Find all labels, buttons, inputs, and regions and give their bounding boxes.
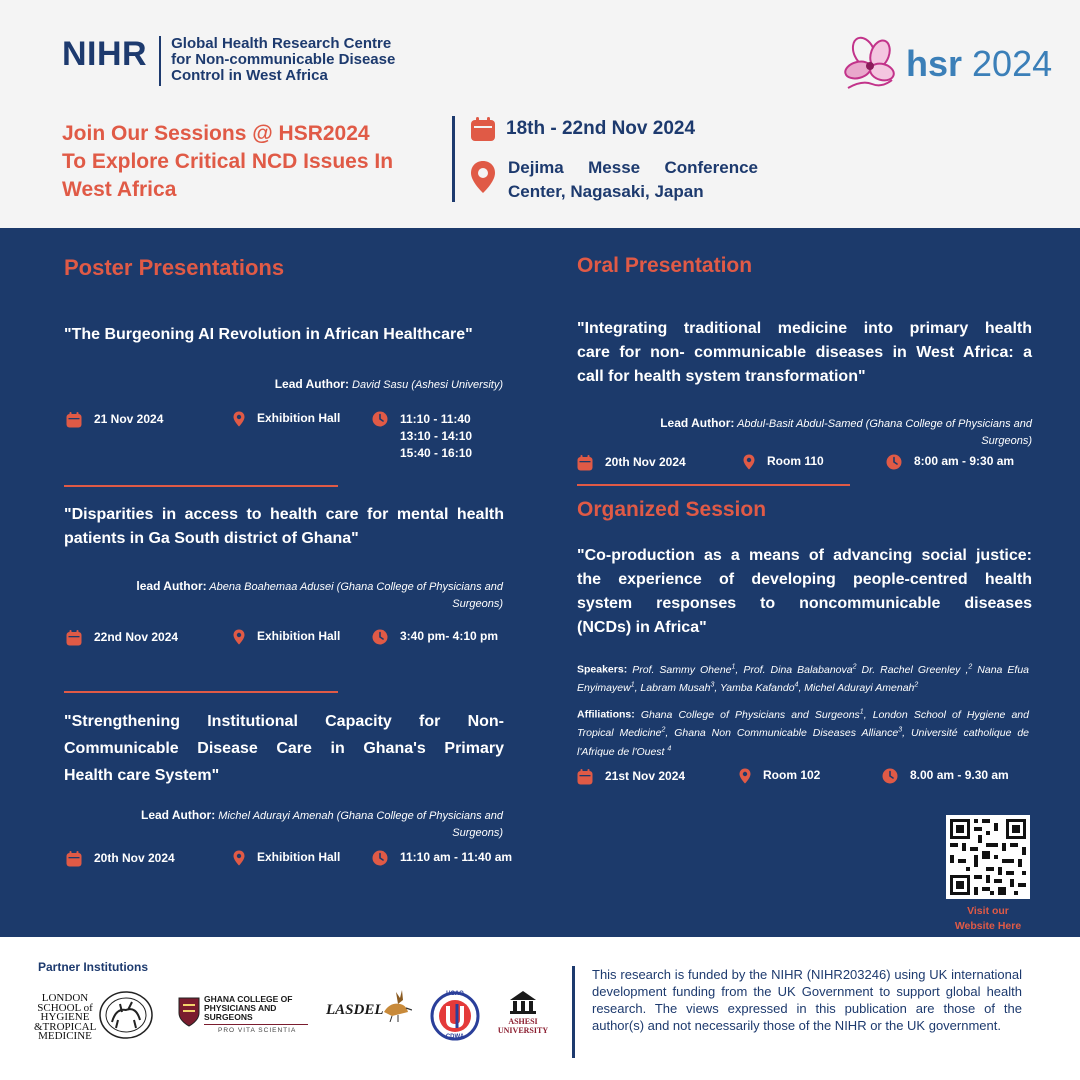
ashesi-wordmark [492,1017,554,1035]
author-label: Lead Author: [274,377,349,391]
poster-2-author [100,578,503,613]
event-date-text: 18th - 22nd Nov 2024 [506,118,696,139]
speaker-name: Dr. Rachel Greenley , [856,663,969,676]
author-affiliation: Surgeons) [981,435,1032,447]
session-date: 20th Nov 2024 [94,851,175,865]
poster-3-author [100,807,503,842]
poster-3-title [64,708,504,789]
session-time: 8:00 am - 9:30 am [914,454,1015,468]
speaker-list [577,664,1029,695]
speaker-name: , Michel Adurayi Amenah [798,682,915,694]
organized-place [739,768,820,784]
speaker-name: Nana Efua Enyimayew [577,663,1029,694]
poster-3-time [372,850,512,866]
author-name: Michel Adurayi Amenah (Ghana College of Physicians and [215,810,503,822]
nihr-line: for Non-communicable Disease [171,51,396,68]
poster-1-author [160,376,503,394]
calendar-icon [66,851,82,867]
oral-time [886,454,1014,470]
author-label: lead Author: [136,579,207,593]
gcps-line: GHANA COLLEGE OF [204,994,293,1004]
ucao-bottom-text: CDWA [445,1034,465,1040]
oral-date [577,455,686,471]
lshtm-line: MEDICINE [38,1030,92,1042]
speaker-affiliation-ref: 1 [630,681,635,689]
poster-title-line: Health care System" [64,767,220,784]
session-date: 21 Nov 2024 [94,412,164,426]
section-separator [64,485,338,487]
clock-icon [372,629,388,645]
session-place: Room 110 [767,454,824,468]
clock-icon [882,768,898,784]
lshtm-crest-icon [98,990,154,1040]
organized-speakers [577,659,1029,696]
location-pin-icon [233,850,245,866]
author-affiliation: Surgeons) [452,598,503,610]
session-place: Room 102 [763,768,821,782]
location-pin-icon [743,454,755,470]
author-affiliation: Surgeons) [452,827,503,839]
gcps-line: SURGEONS [204,1012,253,1022]
speaker-name: , Labram Musah [634,682,711,694]
gcps-rule [204,1024,308,1025]
lshtm-line: &TROPICAL [34,1020,97,1033]
poster-1-times [372,411,472,462]
organized-title-line: "Co-production as a means of advancing social justice: [577,547,1032,564]
oral-title-line: "Integrating traditional medicine into primary health [577,320,1032,337]
website-qr-code[interactable] [946,815,1030,899]
speaker-name: , Prof. Dina Balabanova [735,663,853,676]
organized-affiliations [577,704,1029,760]
nihr-line: Global Health Research Centre [171,35,392,52]
oral-title-line: care for non- communicable diseases in West Africa: a [577,344,1032,361]
hsr-flower-icon [842,36,902,94]
organized-title-line: (NCDs) in Africa" [577,619,707,636]
session-place: Exhibition Hall [257,411,341,425]
nihr-logo [62,36,421,86]
author-name: Abdul-Basit Abdul-Samed (Ghana College of Physicians and [734,418,1032,430]
poster-title-line: "Strengthening Institutional Capacity for Non- [64,713,504,730]
session-time: 11:10 - 11:40 [400,412,471,426]
affiliation-name: Ghana College of Physicians and Surgeons [634,708,860,721]
ucao-logo [430,990,480,1042]
gcps-line: PHYSICIANS AND [204,1003,277,1013]
organized-time [882,768,1009,784]
calendar-icon [577,455,593,471]
poster-title-line: "Disparities in access to health care for mental health [64,506,504,523]
speaker-affiliation-ref: 2 [968,663,973,670]
qr-caption-line: Visit our [967,905,1009,917]
venue-line: Dejima Messe Conference [508,158,758,177]
hsr-word: hsr [906,43,963,84]
location-pin-icon [739,768,751,784]
poster-1-place [233,411,340,427]
qr-caption[interactable] [940,904,1036,934]
venue-text [508,156,758,204]
session-place: Exhibition Hall [257,629,341,643]
partner-institutions-heading: Partner Institutions [38,960,149,974]
ashesi-building-icon [508,990,538,1014]
calendar-icon [577,769,593,785]
session-date: 20th Nov 2024 [605,455,686,469]
join-line: West Africa [62,178,177,201]
speaker-affiliation-ref: 4 [794,681,799,689]
session-date: 22nd Nov 2024 [94,630,179,644]
lshtm-logo [34,990,156,1042]
gcps-motto: PRO VITA SCIENTIA [218,1027,297,1034]
lshtm-wordmark [34,994,96,1042]
location-pin-icon [470,160,496,194]
speaker-name: Prof. Sammy Ohene [627,663,732,676]
poster-title-line: "The Burgeoning AI Revolution in African Healthcare" [64,326,473,343]
gcps-name [204,995,292,1022]
poster-3-date [66,851,175,867]
organized-session-heading: Organized Session [577,498,767,521]
funding-statement: This research is funded by the NIHR (NIHR203246) using UK international development funding from the UK Government to support global health research. The views expressed in this publication are those of the author(s) and not necessarily those of the NIHR or the UK government. [592,967,1022,1033]
speaker-affiliation-ref: 2 [852,663,857,670]
oral-title-line: call for health system transformation" [577,368,866,385]
oral-author [600,415,1032,450]
lshtm-line: SCHOOL of [37,1001,93,1014]
lasdel-logo [326,988,418,1038]
affiliation-number: 2 [661,726,666,734]
header-banner [0,0,1080,228]
organized-title [577,544,1032,640]
nihr-wordmark: NIHR [62,35,148,73]
affiliation-number: 3 [898,726,903,734]
location-pin-icon [233,629,245,645]
section-separator [577,484,850,486]
speakers-label: Speakers: [577,663,628,676]
poster-2-title [64,503,504,551]
clock-icon [372,411,388,427]
affiliation-name: , Université catholique de l'Afrique de l'Ouest [577,727,1029,758]
author-label: Lead Author: [140,808,216,822]
session-time: 11:10 am - 11:40 am [400,850,513,864]
oral-place [743,454,824,470]
oral-presentation-heading: Oral Presentation [577,254,753,277]
footer-divider [572,966,575,1058]
nihr-line: Control in West Africa [171,67,328,84]
affiliation-list [577,709,1029,758]
event-venue [470,156,758,204]
session-place: Exhibition Hall [257,850,341,864]
lshtm-line: HYGIENE [40,1011,90,1023]
affiliation-number: 4 [667,745,672,752]
lshtm-line: LONDON [41,992,89,1004]
author-name: David Sasu (Ashesi University) [348,379,503,391]
speaker-affiliation-ref: 1 [731,663,736,670]
poster-2-place [233,629,340,645]
qr-caption-line: Website Here [954,920,1022,932]
poster-1-date [66,412,163,428]
ashesi-line: UNIVERSITY [497,1026,549,1035]
ucao-top-text: UCAO [446,991,464,997]
poster-2-date [66,630,178,646]
sessions-panel [0,228,1080,937]
nihr-centre-name [171,36,421,84]
speaker-affiliation-ref: 2 [914,681,919,689]
hsr-wordmark [906,44,1052,84]
poster-presentations-heading: Poster Presentations [64,255,285,280]
clock-icon [372,850,388,866]
hsr-year: 2024 [962,43,1053,84]
session-time: 13:10 - 14:10 [400,429,473,443]
affiliation-name: , Ghana Non Communicable Diseases Alliance [665,727,899,739]
gcps-shield-icon [178,997,200,1027]
header-divider [452,116,455,202]
poster-1-title [64,323,504,347]
poster-3-place [233,850,340,866]
poster-2-time [372,629,498,645]
author-name: Abena Boahemaa Adusei (Ghana College of Physicians and [206,581,503,593]
organized-title-line: the experience of developing people-centred health [577,571,1032,588]
session-time: 8.00 am - 9.30 am [910,768,1009,782]
author-label: Lead Author: [660,416,735,430]
ashesi-line: ASHESI [508,1017,538,1026]
speaker-affiliation-ref: 3 [710,681,715,689]
calendar-icon [66,412,82,428]
gcps-logo [178,995,310,1035]
venue-line: Center, Nagasaki, Japan [508,182,704,201]
join-line: Join Our Sessions @ HSR2024 [62,122,370,145]
poster-title-line: Communicable Disease Care in Ghana's Primary [64,740,504,757]
session-time: 15:40 - 16:10 [400,446,473,460]
calendar-icon [66,630,82,646]
speaker-name: , Yamba Kafando [714,682,795,694]
session-date: 21st Nov 2024 [605,769,686,783]
section-separator [64,691,338,693]
location-pin-icon [233,411,245,427]
ashesi-logo [492,990,554,1040]
join-sessions-heading [62,120,432,204]
organized-date [577,769,685,785]
affiliation-name: , London School of Hygiene and Tropical Medicine [577,708,1029,739]
calendar-icon [470,116,496,142]
nihr-divider [159,36,161,86]
event-dates [470,116,695,142]
oral-title [577,317,1032,389]
organized-title-line: system responses to noncommunicable diseases [577,595,1032,612]
join-line: To Explore Critical NCD Issues In [62,150,394,173]
poster-title-line: patients in Ga South district of Ghana" [64,530,359,547]
lasdel-wordmark: LASDEL [326,1002,384,1018]
hsr2024-logo [842,36,1053,96]
affiliations-label: Affiliations: [577,708,635,721]
clock-icon [886,454,902,470]
affiliation-number: 1 [859,708,864,715]
session-time: 3:40 pm- 4:10 pm [400,629,499,643]
